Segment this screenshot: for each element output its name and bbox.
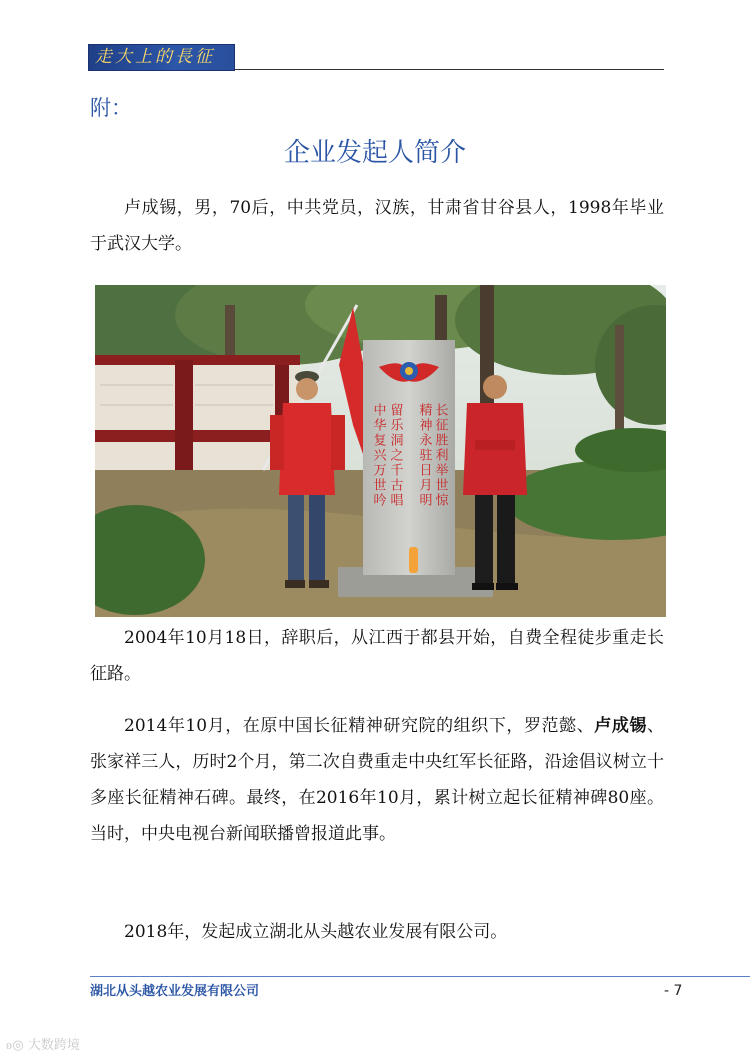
page-title: 企业发起人简介: [283, 138, 466, 168]
appendix-label: 附：: [90, 96, 132, 120]
long-march-paragraph: [90, 708, 664, 852]
page-number: - 7: [664, 983, 683, 999]
watermark-logo-icon: ᦈ◎: [6, 1038, 28, 1053]
stele-inscription-col-3: 留乐洞之千古唱: [387, 403, 403, 508]
watermark-text: 大数跨境: [27, 1038, 80, 1053]
p3-text-end: 、张家祥三人，历时2个月，第二次自费重走中央红军长征路，沿途倡议树立十多座长征精神石碑。最终，在2016年10月，累计树立起长征精神碑80座。当时，中央电视台新闻联播曾报道此事。: [90, 716, 664, 844]
company-founding-paragraph: 2018年，发起成立湖北从头越农业发展有限公司。: [124, 922, 508, 942]
watermark: [6, 1034, 80, 1054]
founder-name-bold: 卢成锡: [594, 716, 647, 736]
p3-text-start: 2014年10月，在原中国长征精神研究院的组织下，罗范懿、: [124, 716, 595, 736]
resignation-paragraph: 2004年10月18日，辞职后，从江西于都县开始，自费全程徒步重走长征路。: [90, 628, 664, 684]
stele-inscription-col-4: 中华复兴万世吟: [370, 403, 386, 508]
footer-company-name: 湖北从头越农业发展有限公司: [90, 984, 260, 999]
header-logo: 走大上的長征: [88, 44, 235, 71]
stele-inscription-col-2: 精神永驻日月明: [416, 403, 432, 508]
stele-inscription-col-1: 长征胜利举世惊: [432, 403, 448, 508]
footer-rule: [90, 976, 750, 977]
intro-paragraph: 卢成锡，男，70后，中共党员，汉族，甘肃省甘谷县人，1998年毕业于武汉大学。: [90, 198, 664, 254]
header-rule: [235, 69, 664, 70]
founder-photo: [95, 285, 666, 617]
